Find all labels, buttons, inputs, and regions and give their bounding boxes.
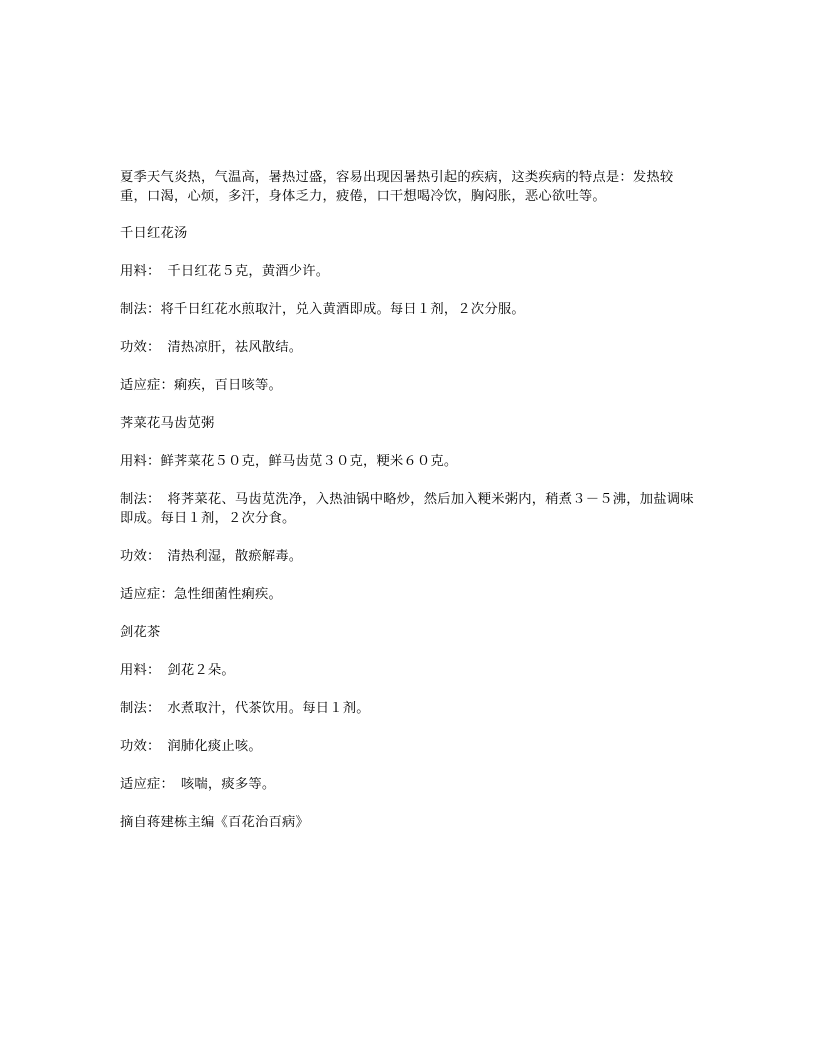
recipe-1 bbox=[120, 224, 700, 395]
intro-paragraph: 夏季天气炎热，气温高，暑热过盛，容易出现因暑热引起的疾病，这类疾病的特点是：发热较重，口渴，心烦，多汗，身体乏力，疲倦，口干想喝冷饮，胸闷胀，恶心欲吐等。 bbox=[120, 170, 674, 204]
recipe-indications: 适应症： 咳喘，痰多等。 bbox=[120, 777, 276, 792]
recipe-effect: 功效： 清热凉肝，祛风散结。 bbox=[120, 340, 303, 355]
recipe-method: 制法：将千日红花水煎取汁，兑入黄酒即成。每日１剂，２次分服。 bbox=[120, 302, 525, 317]
recipe-ingredients: 用料：鲜荠菜花５０克，鲜马齿苋３０克，粳米６０克。 bbox=[120, 454, 458, 469]
recipe-effect: 功效： 清热利湿，散瘀解毒。 bbox=[120, 549, 303, 564]
recipe-indications: 适应症：痢疾，百日咳等。 bbox=[120, 378, 282, 393]
recipe-indications: 适应症：急性细菌性痢疾。 bbox=[120, 587, 282, 602]
recipe-method: 制法： 将荠菜花、马齿苋洗净，入热油锅中略炒，然后加入粳米粥内，稍煮３－５沸，加盐调味即成。每日１剂，２次分食。 bbox=[120, 492, 694, 526]
recipe-ingredients: 用料： 千日红花５克，黄酒少许。 bbox=[120, 264, 330, 279]
recipe-title: 千日红花汤 bbox=[120, 226, 188, 241]
recipe-method: 制法： 水煮取汁，代茶饮用。每日１剂。 bbox=[120, 701, 370, 716]
recipe-2 bbox=[120, 414, 700, 604]
recipe-title: 荠菜花马齿苋粥 bbox=[120, 416, 215, 431]
source-citation: 摘自蒋建栋主编《百花治百病》 bbox=[120, 815, 309, 830]
recipe-ingredients: 用料： 剑花２朵。 bbox=[120, 663, 235, 678]
recipe-title: 剑花茶 bbox=[120, 625, 161, 640]
document-page bbox=[120, 168, 700, 832]
recipe-3 bbox=[120, 623, 700, 794]
recipe-effect: 功效： 润肺化痰止咳。 bbox=[120, 739, 262, 754]
